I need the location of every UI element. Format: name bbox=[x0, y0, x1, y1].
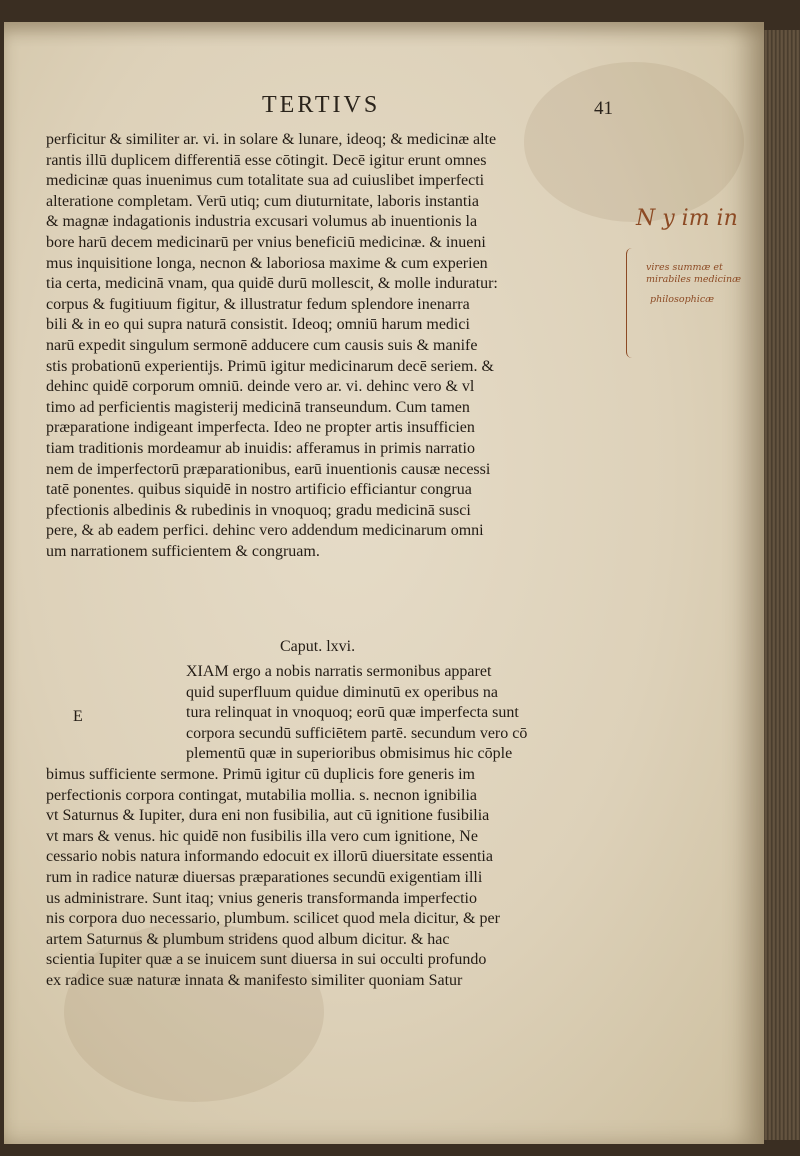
margin-bracket bbox=[626, 248, 635, 358]
marginal-note-line: vires summæ et bbox=[646, 262, 723, 273]
marginal-note-line: philosophicæ bbox=[650, 294, 715, 305]
text-line: corpus & fugitiuum figitur, & illustratur fedum splendore inenarra bbox=[46, 295, 470, 313]
text-line: pfectionis albedinis & rubedinis in vnoquoq; gradu medicinā susci bbox=[46, 501, 471, 519]
text-line: scientia Iupiter quæ a se inuicem sunt diuersa in sui occulti profundo bbox=[46, 951, 487, 969]
book-fore-edge bbox=[764, 30, 800, 1140]
text-line: dehinc quidē corporum omniū. deinde vero ar. vi. dehinc vero & vl bbox=[46, 378, 475, 396]
main-text-top bbox=[46, 130, 626, 562]
text-line: cessario nobis natura informando edocuit ex illorū diuersitate essentia bbox=[46, 848, 493, 866]
text-line: rum in radice naturæ diuersas præparationes secundū exigentiam illi bbox=[46, 868, 483, 886]
text-line: tura relinquat in vnoquoq; eorū quæ imperfecta sunt bbox=[186, 704, 519, 722]
chapter-caption: Caput. lxvi. bbox=[280, 638, 356, 655]
text-line: medicinæ quas inuenimus cum totalitate sua ad cuiuslibet imperfecti bbox=[46, 172, 485, 190]
text-line: us administrare. Sunt itaq; vnius generis transformanda imperfectio bbox=[46, 889, 477, 907]
text-line: nis corpora duo necessario, plumbum. scilicet quod mela dicitur, & per bbox=[46, 910, 500, 928]
text-line: tia certa, medicinā vnam, qua quidē durū mollescit, & molle induratur: bbox=[46, 275, 498, 293]
text-line: vt Saturnus & Iupiter, dura eni non fusibilia, aut cū ignitione fusibilia bbox=[46, 807, 490, 825]
side-letter: E bbox=[73, 708, 83, 725]
text-line: mus inquisitione longa, necnon & laboriosa maxime & cum experien bbox=[46, 254, 488, 272]
text-line: bili & in eo qui supra naturā consistit. Ideoq; omniū harum medici bbox=[46, 316, 470, 334]
text-line: XIAM ergo a nobis narratis sermonibus apparet bbox=[186, 663, 492, 680]
marginal-note-large: N y im in bbox=[636, 206, 738, 231]
text-line: nem de imperfectorū præparationibus, earū inuentionis causæ necessi bbox=[46, 460, 491, 478]
text-line: perfectionis corpora contingat, mutabilia mollia. s. necnon ignibilia bbox=[46, 786, 477, 804]
text-line: ex radice suæ naturæ innata & manifesto similiter quoniam Satur bbox=[46, 971, 463, 989]
text-line: bore harū decem medicinarū per vnius beneficiū medicinæ. & inueni bbox=[46, 233, 486, 251]
folio-number: 41 bbox=[594, 98, 613, 119]
text-line: vt mars & venus. hic quidē non fusibilis illa vero cum ignitione, Ne bbox=[46, 827, 478, 845]
text-line: narū expedit singulum sermonē adducere cum causis suis & manife bbox=[46, 336, 478, 354]
text-line: tatē ponentes. quibus siquidē in nostro artificio efficiantur congrua bbox=[46, 481, 472, 499]
text-line: rantis illū duplicem differentiā esse cōtingit. Decē igitur erunt omnes bbox=[46, 151, 487, 169]
text-line: corpora secundū sufficiētem partē. secundum vero cō bbox=[186, 724, 528, 742]
running-head: TERTIVS bbox=[262, 92, 381, 118]
text-line: plementū quæ in superioribus obmisimus hic cōple bbox=[186, 745, 513, 763]
text-line: pere, & ab eadem perfici. dehinc vero addendum medicinarum omni bbox=[46, 522, 484, 540]
text-line: perficitur & similiter ar. vi. in solare & lunare, ideoq; & medicinæ alte bbox=[46, 131, 497, 148]
text-line: quid superfluum quidue diminutū ex operibus na bbox=[186, 683, 498, 701]
text-line: artem Saturnus & plumbum stridens quod album dicitur. & hac bbox=[46, 930, 450, 948]
text-line: um narrationem sufficientem & congruam. bbox=[46, 542, 320, 560]
marginal-note-line: mirabiles medicinæ bbox=[646, 274, 742, 285]
text-line: præparatione indigeant imperfecta. Ideo ne propter artis insufficien bbox=[46, 419, 475, 437]
main-text-chapter bbox=[46, 662, 626, 992]
text-line: bimus sufficiente sermone. Primū igitur cū duplicis fore generis im bbox=[46, 765, 475, 783]
text-line: timo ad perficientis magisterij medicinā transeundum. Cum tamen bbox=[46, 398, 470, 416]
text-line: & magnæ indagationis industria excusari volumus ab inuentionis la bbox=[46, 213, 478, 231]
text-line: tiam traditionis mordeamur ab inuidis: afferamus in primis narratio bbox=[46, 439, 475, 457]
text-line: stis probationū experientijs. Primū igitur medicinarum decē seriem. & bbox=[46, 357, 494, 375]
text-line: alteratione completam. Verū utiq; cum diuturnitate, laboris instantia bbox=[46, 192, 479, 210]
